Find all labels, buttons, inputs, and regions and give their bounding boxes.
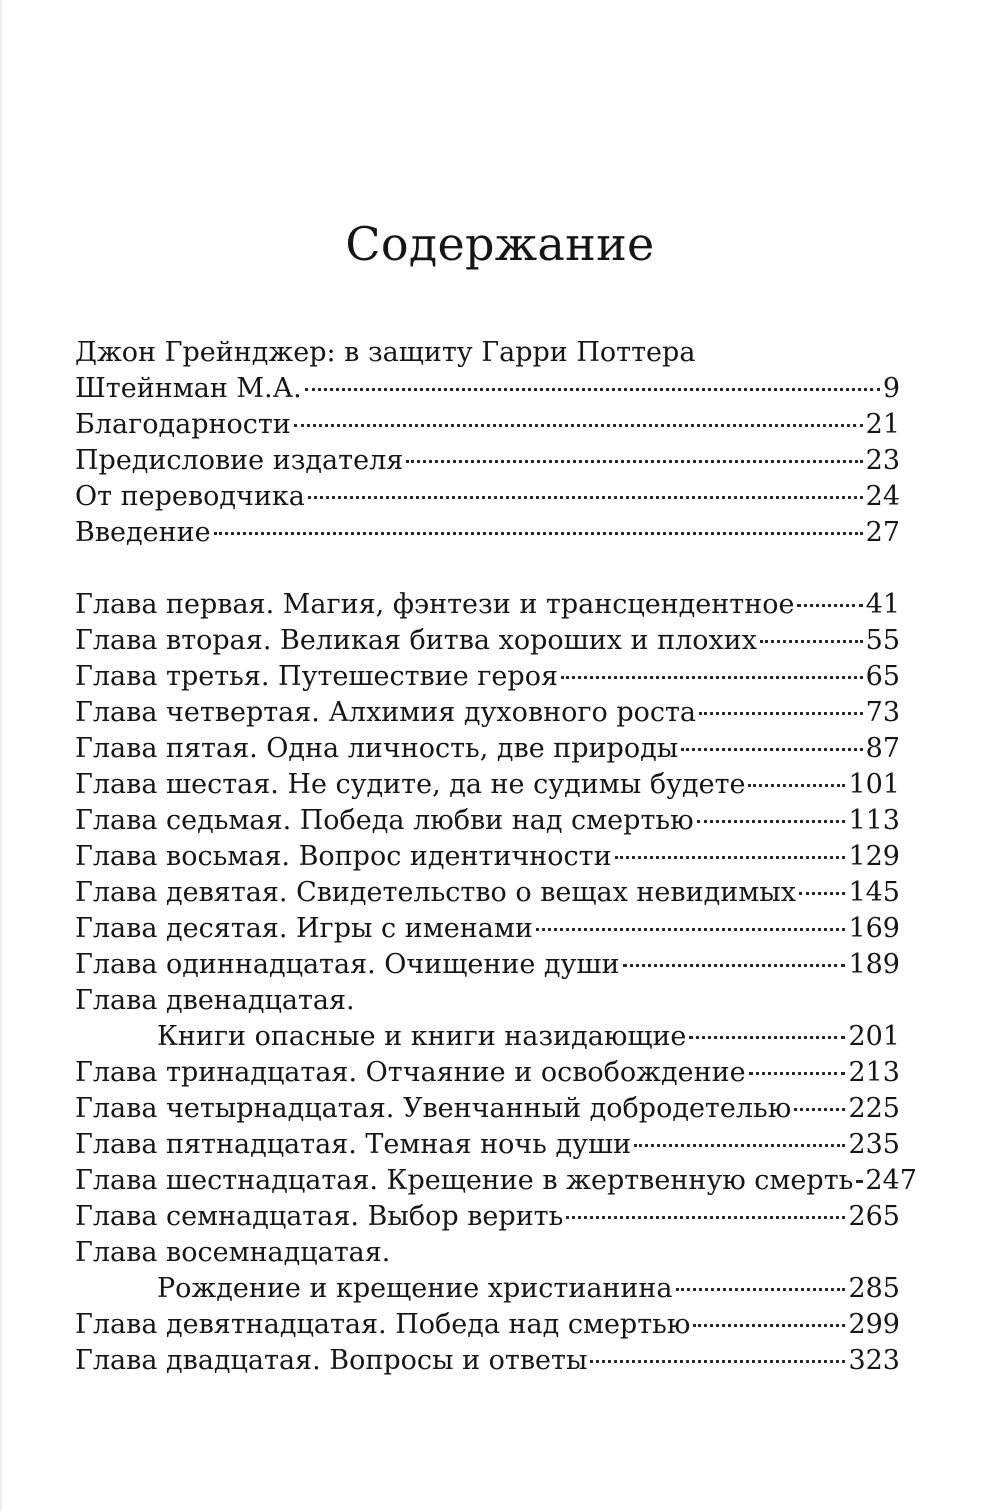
- toc-entry-label: Глава шестая. Не судите, да не судимы будете: [75, 769, 746, 800]
- dot-leader: [760, 640, 863, 643]
- toc-entry-page: 323: [848, 1345, 900, 1376]
- page-title: Содержание: [345, 217, 655, 271]
- toc-entry-label: Глава восьмая. Вопрос идентичности: [75, 841, 612, 872]
- toc-entry-label: Рождение и крещение христианина: [157, 1273, 673, 1304]
- toc-entry-page: 9: [882, 373, 900, 404]
- toc-entry: [75, 335, 900, 371]
- toc-entry-page: 73: [865, 697, 900, 728]
- dot-leader: [794, 1108, 845, 1111]
- dot-leader: [406, 460, 862, 463]
- toc-entry: [75, 479, 900, 515]
- toc-entry-page: 189: [848, 949, 900, 980]
- toc-entry-page: 213: [848, 1057, 900, 1088]
- toc-entry-label: Глава седьмая. Победа любви над смертью: [75, 805, 694, 836]
- toc-entry: [75, 911, 900, 947]
- dot-leader: [699, 712, 863, 715]
- toc-entry-page: 41: [865, 589, 900, 620]
- dot-leader: [749, 1072, 846, 1075]
- toc-entry-label: Глава восемнадцатая.: [75, 1237, 391, 1268]
- toc-entry: [75, 371, 900, 407]
- dot-leader: [294, 424, 863, 427]
- toc-entry-label: Введение: [75, 517, 211, 548]
- toc-entry-page: 113: [848, 805, 900, 836]
- toc-entry: [75, 1127, 900, 1163]
- toc-entry-label: Глава девятнадцатая. Победа над смертью: [75, 1309, 691, 1340]
- dot-leader: [689, 1036, 845, 1039]
- toc-entry: [75, 731, 900, 767]
- toc-entry: [75, 1019, 900, 1055]
- toc-entry: [75, 515, 900, 551]
- toc-entry-page: 169: [848, 913, 900, 944]
- toc-entry-page: 145: [848, 877, 900, 908]
- toc-entry: [75, 1307, 900, 1343]
- dot-leader: [305, 388, 880, 391]
- toc-entry-label: Глава шестнадцатая. Крещение в жертвенную смерть: [75, 1165, 854, 1196]
- toc-entry-page: 27: [865, 517, 900, 548]
- dot-leader: [697, 820, 846, 823]
- toc-entry-page: 129: [848, 841, 900, 872]
- dot-leader: [676, 1288, 846, 1291]
- toc-entry-page: 299: [848, 1309, 900, 1340]
- toc-entry: [75, 659, 900, 695]
- toc-entry-label: Глава двенадцатая.: [75, 985, 355, 1016]
- toc-entry: [75, 803, 900, 839]
- toc-entry-page: 87: [865, 733, 900, 764]
- toc-entry: [75, 983, 900, 1019]
- toc-entry-label: Благодарности: [75, 409, 291, 440]
- toc-entry: [75, 695, 900, 731]
- toc-entry: [75, 839, 900, 875]
- dot-leader: [856, 1180, 862, 1183]
- toc-entry-label: Книги опасные и книги назидающие: [157, 1021, 687, 1052]
- toc-entry: [75, 947, 900, 983]
- toc-entry-label: Джон Грейнджер: в защиту Гарри Поттера: [75, 337, 696, 368]
- dot-leader: [693, 1324, 845, 1327]
- toc-entry-page: 225: [848, 1093, 900, 1124]
- dot-leader: [797, 604, 862, 607]
- toc-entry-label: Глава четырнадцатая. Увенчанный добродетелью: [75, 1093, 792, 1124]
- dot-leader: [536, 928, 846, 931]
- toc-entry-page: 285: [848, 1273, 900, 1304]
- table-of-contents: [75, 335, 917, 1379]
- toc-entry-label: Глава двадцатая. Вопросы и ответы: [75, 1345, 588, 1376]
- toc-entry: [75, 1055, 900, 1091]
- dot-leader: [566, 1216, 845, 1219]
- dot-leader: [681, 748, 862, 751]
- toc-entry-page: 235: [848, 1129, 900, 1160]
- toc-entry-label: Глава пятая. Одна личность, две природы: [75, 733, 679, 764]
- toc-entry-label: Глава вторая. Великая битва хороших и плохих: [75, 625, 757, 656]
- dot-leader: [623, 964, 846, 967]
- dot-leader: [634, 1144, 845, 1147]
- toc-entry: [75, 443, 900, 479]
- toc-entry: [75, 407, 900, 443]
- toc-entry-label: От переводчика: [75, 481, 305, 512]
- toc-entry: [75, 1343, 900, 1379]
- toc-entry-label: Глава девятая. Свидетельство о вещах невидимых: [75, 877, 796, 908]
- toc-entry-page: 21: [865, 409, 900, 440]
- toc-entry-page: 55: [865, 625, 900, 656]
- toc-entry: [75, 767, 900, 803]
- toc-entry-page: 101: [848, 769, 900, 800]
- toc-entry-page: 24: [865, 481, 900, 512]
- toc-entry-label: Предисловие издателя: [75, 445, 404, 476]
- toc-entry: [75, 623, 900, 659]
- toc-entry: [75, 875, 900, 911]
- dot-leader: [748, 784, 845, 787]
- dot-leader: [590, 1360, 845, 1363]
- dot-leader: [214, 532, 863, 535]
- toc-entry-label: Глава первая. Магия, фэнтези и трансцендентное: [75, 589, 795, 620]
- dot-leader: [308, 496, 863, 499]
- toc-entry-label: Штейнман М.А.: [75, 373, 302, 404]
- dot-leader: [799, 892, 846, 895]
- toc-entry: [75, 587, 900, 623]
- toc-entry: [75, 1091, 900, 1127]
- toc-entry-label: Глава тринадцатая. Отчаяние и освобождение: [75, 1057, 746, 1088]
- toc-entry-label: Глава третья. Путешествие героя: [75, 661, 558, 692]
- dot-leader: [615, 856, 846, 859]
- toc-entry-page: 247: [865, 1165, 917, 1196]
- toc-entry: [75, 1163, 917, 1199]
- toc-entry-label: Глава семнадцатая. Выбор верить: [75, 1201, 564, 1232]
- toc-entry-page: 65: [865, 661, 900, 692]
- toc-entry-label: Глава десятая. Игры с именами: [75, 913, 533, 944]
- toc-entry: [75, 1199, 900, 1235]
- dot-leader: [561, 676, 863, 679]
- toc-entry-label: Глава четвертая. Алхимия духовного роста: [75, 697, 697, 728]
- toc-entry-label: Глава одиннадцатая. Очищение души: [75, 949, 620, 980]
- toc-entry: [75, 1235, 900, 1271]
- toc-entry: [75, 1271, 900, 1307]
- toc-entry-page: 265: [848, 1201, 900, 1232]
- toc-entry-page: 201: [848, 1021, 900, 1052]
- toc-entry-label: Глава пятнадцатая. Темная ночь души: [75, 1129, 632, 1160]
- toc-entry-page: 23: [865, 445, 900, 476]
